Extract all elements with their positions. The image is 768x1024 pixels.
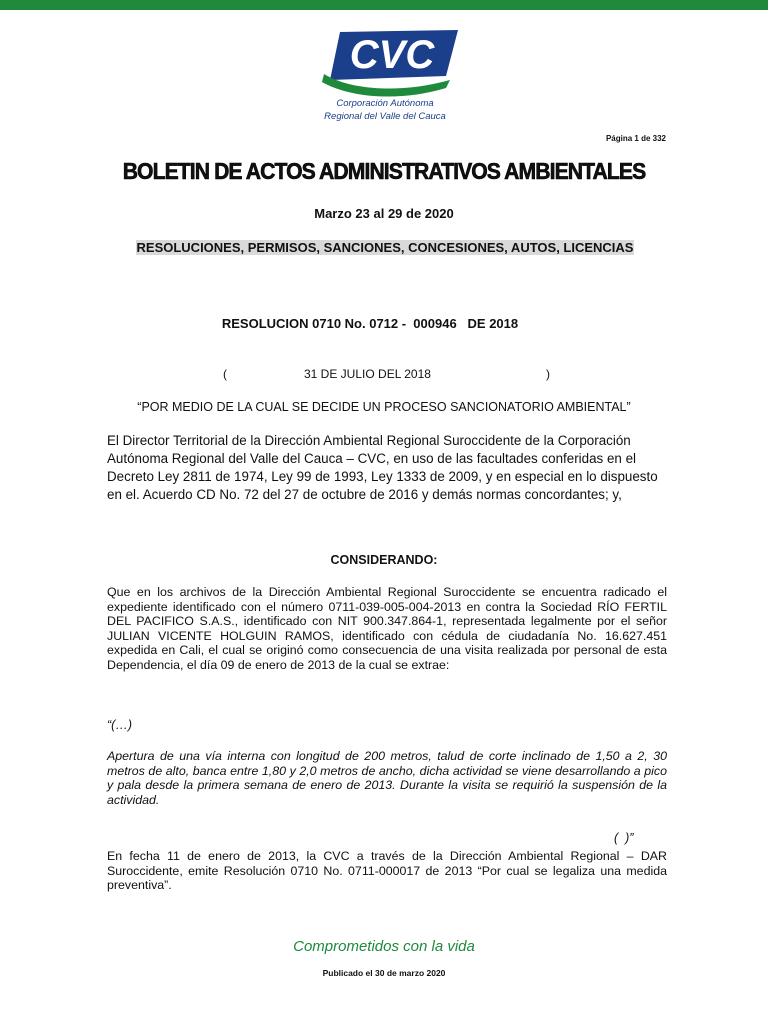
subheading-text: RESOLUCIONES, PERMISOS, SANCIONES, CONCESIONES, AUTOS, LICENCIAS	[136, 240, 634, 255]
considerando-heading: CONSIDERANDO:	[330, 553, 438, 567]
logo-subtitle-line2: Regional del Valle del Cauca	[324, 111, 446, 122]
fecha-paragraph: En fecha 11 de enero de 2013, la CVC a través de la Dirección Ambiental Regional – DAR Suroccidente, emite Resolución 0710 No. 0711-000017 de 2013 “Por cual se legaliza una medida preventiva”.	[107, 849, 667, 893]
published-date: Publicado el 30 de marzo 2020	[322, 968, 446, 978]
cvc-logo	[300, 24, 470, 130]
resolution-heading: RESOLUCION 0710 No. 0712 - 000946 DE 2018	[221, 316, 519, 331]
quoted-paragraph: Apertura de una vía interna con longitud de 200 metros, talud de corte inclinado de 1,50 a 2, 30 metros de alto, banca entre 1,80 y 2,0 metros de ancho, dicha actividad se viene desarrollando a pico y pala desde la primera semana de enero de 2013. Durante la visita se requirió la suspensión de la actividad.	[107, 749, 667, 807]
que-paragraph: Que en los archivos de la Dirección Ambiental Regional Suroccidente se encuentra radicado el expediente identificado con el número 0711-039-005-004-2013 en contra la Sociedad RÍO FERTIL DEL PACIFICO S.A.S., identificado con NIT 900.347.864-1, representada legalmente por el señor JULIAN VICENTE HOLGUIN RAMOS, identificado con cédula de ciudadanía No. 16.627.451 expedida en Cali, el cual se originó como consecuencia de una visita realizada por personal de esta Dependencia, el día 09 de enero de 2013 de la cual se extrae:	[107, 585, 667, 672]
quote-open: “(…)	[107, 718, 132, 732]
cvc-logo-icon	[300, 24, 470, 104]
resolution-date: 31 DE JULIO DEL 2018	[304, 367, 431, 381]
date-paren-close: )	[546, 367, 550, 381]
logo-subtitle-line1: Corporación Autónoma	[336, 98, 434, 109]
quote-close: ( )”	[614, 831, 634, 845]
page-number: Página 1 de 332	[605, 134, 666, 143]
footer-motto: Comprometidos con la vida	[293, 938, 475, 955]
intro-paragraph: El Director Territorial de la Dirección Ambiental Regional Suroccidente de la Corporación Autónoma Regional del Valle del Cauca – CVC, en uso de las facultades conferidas en el Decreto Ley 2811 de 1974, Ley 99 de 1993, Ley 1333 de 2009, y en especial en lo dispuesto en el. Acuerdo CD No. 72 del 27 de octubre de 2016 y demás normas concordantes; y,	[107, 433, 658, 502]
top-green-bar	[0, 0, 768, 10]
date-paren-open: (	[223, 367, 227, 381]
section-subheading	[130, 239, 640, 257]
resolution-purpose: “POR MEDIO DE LA CUAL SE DECIDE UN PROCESO SANCIONATORIO AMBIENTAL”	[137, 400, 631, 414]
date-range: Marzo 23 al 29 de 2020	[314, 206, 454, 221]
bulletin-title: BOLETIN DE ACTOS ADMINISTRATIVOS AMBIENTALES	[122, 158, 646, 184]
logo-text: CVC	[349, 33, 435, 77]
